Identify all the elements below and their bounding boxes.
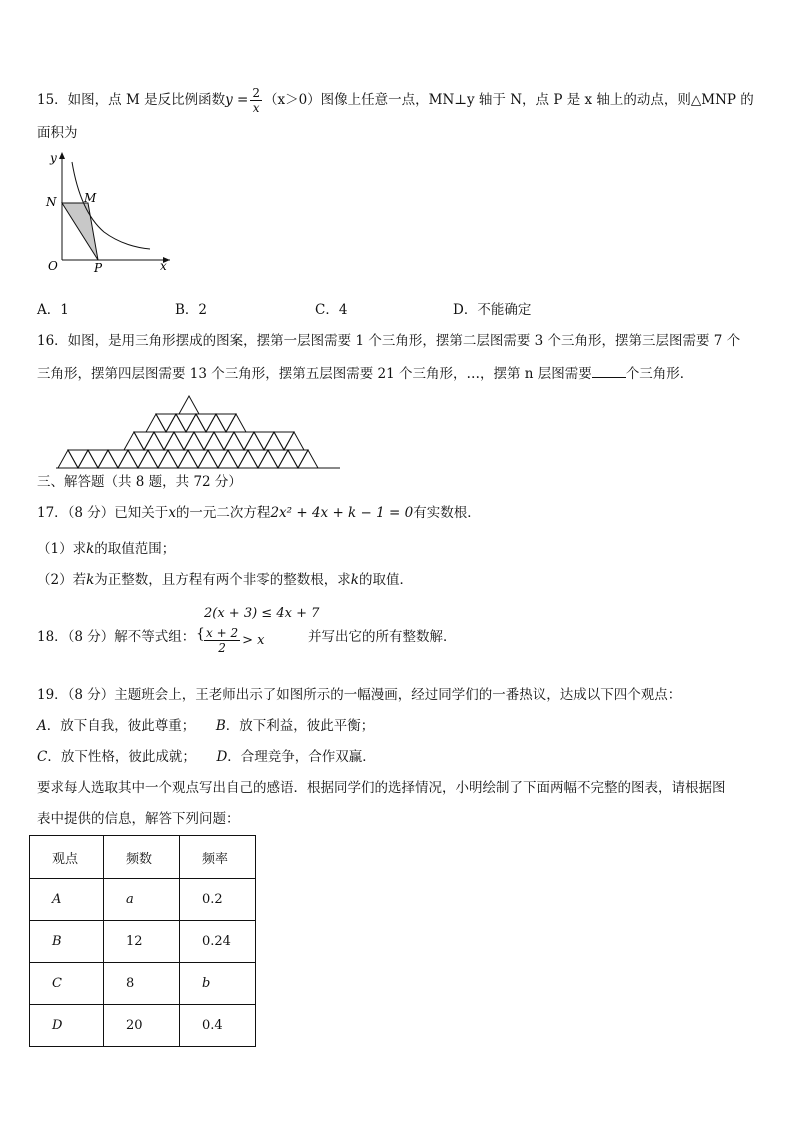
q17-var-x: x (168, 505, 176, 521)
q19-opt-b-key: B (215, 718, 226, 734)
triangle-up-icon (298, 450, 318, 468)
triangle-down-icon (268, 450, 288, 468)
q19-frequency-table (29, 835, 256, 1047)
table-cell: 12 (104, 921, 180, 963)
q15-line1 (37, 86, 754, 115)
triangle-down-icon (228, 450, 248, 468)
triangle-up-icon (178, 450, 198, 468)
section3-title: 三、解答题（共 8 题，共 72 分） (37, 474, 242, 490)
q17-mid: 的一元二次方程 (175, 505, 271, 521)
table-header-row (30, 836, 256, 879)
q17-part2-mid: 为正整数，且方程有两个非零的整数根，求 (94, 572, 351, 588)
triangle-up-icon (258, 450, 278, 468)
label-x: x (160, 259, 167, 273)
table-row (30, 879, 256, 921)
q18-fraction (204, 626, 240, 655)
q15-text-suffix: （x＞0）图像上任意一点，MN⊥y 轴于 N，点 P 是 x 轴上的动点，则△MNP 的 (263, 92, 754, 108)
q15-fraction-denominator: x (252, 101, 260, 115)
label-n: N (46, 195, 57, 209)
label-m: M (84, 191, 97, 205)
triangle-up-icon (179, 396, 199, 414)
triangle-down-icon (188, 450, 208, 468)
q19-options-cd (37, 747, 376, 767)
label-p: P (94, 261, 103, 275)
q19-opt-d: ．合理竞争，合作双赢． (227, 749, 376, 765)
q17-part2-prefix: （2）若 (37, 572, 87, 588)
q18-suffix: 并写出它的所有整数解． (308, 629, 457, 645)
triangle-up-icon (224, 432, 244, 450)
q15-option-d: D．不能确定 (453, 302, 532, 318)
label-o: O (48, 259, 58, 273)
table-header-cell: 观点 (30, 836, 104, 879)
triangle-up-icon (226, 414, 246, 432)
triangle-down-icon (234, 432, 254, 450)
q19-line4: 要求每人选取其中一个观点写出自己的感语．根据同学们的选择情况，小明绘制了下面两幅不完整的图表，请根据图 (37, 780, 726, 796)
triangle-down-icon (274, 432, 294, 450)
q17-equation: 2x² + 4x + k − 1 = 0 (270, 505, 414, 521)
q17-part1-prefix: （1）求 (37, 541, 87, 557)
triangle-up-icon (124, 432, 144, 450)
triangle-down-icon (134, 432, 154, 450)
q15-text-prefix: 15．如图，点 M 是反比例函数 (37, 92, 226, 108)
table-cell: B (30, 921, 104, 963)
triangle-down-icon (194, 432, 214, 450)
table-cell: 0.4 (180, 1005, 256, 1047)
triangle-up-icon (98, 450, 118, 468)
q17-part1 (37, 539, 175, 559)
triangle-up-icon (78, 450, 98, 468)
table-cell: b (180, 963, 256, 1005)
triangle-up-icon (206, 414, 226, 432)
q18-inequality-1: 2(x + 3) ≤ 4x + 7 (204, 606, 320, 621)
q17-line (37, 503, 481, 523)
triangle-down-icon (248, 450, 268, 468)
table-cell: C (30, 963, 104, 1005)
triangle-down-icon (174, 432, 194, 450)
triangle-up-icon (284, 432, 304, 450)
triangle-up-icon (238, 450, 258, 468)
triangle-up-icon (144, 432, 164, 450)
q17-part2-k: k (86, 572, 95, 588)
triangle-up-icon (198, 450, 218, 468)
q15-graph (38, 148, 178, 276)
q17-suffix: 有实数根． (413, 505, 481, 521)
q19-line5: 表中提供的信息，解答下列问题： (37, 811, 240, 827)
table-cell: D (30, 1005, 104, 1047)
triangle-up-icon (146, 414, 166, 432)
q15-fraction (250, 86, 262, 115)
q15-option-c: C．4 (315, 302, 348, 318)
q16-answer-blank (592, 363, 626, 378)
q19-opt-c: ．放下性格，彼此成就； (47, 749, 196, 765)
table-header-cell: 频率 (180, 836, 256, 879)
triangle-down-icon (168, 450, 188, 468)
triangle-down-icon (148, 450, 168, 468)
q16-line1: 16．如图，是用三角形摆成的图案，摆第一层图需要 1 个三角形，摆第二层图需要 3 个三角形，摆第三层图需要 7 个 (37, 333, 741, 349)
table-cell: A (30, 879, 104, 921)
q18-fraction-numerator: x + 2 (206, 626, 239, 640)
q18-inequality-2-rhs: > x (242, 633, 265, 648)
q19-opt-b: ．放下利益，彼此平衡； (225, 718, 375, 734)
triangle-down-icon (288, 450, 308, 468)
q18-inequality-2 (202, 626, 264, 655)
q19-opt-d-key: D (216, 749, 228, 765)
table-cell: 0.2 (180, 879, 256, 921)
q17-part1-suffix: 的取值范围； (94, 541, 176, 557)
triangle-mnp (62, 203, 98, 260)
q17-part2-suffix: 的取值． (358, 572, 413, 588)
q15-fraction-numerator: 2 (252, 86, 260, 100)
q17-prefix: 17．（8 分）已知关于 (37, 505, 169, 521)
triangle-up-icon (186, 414, 206, 432)
table-row (30, 963, 256, 1005)
q17-part2-k2: k (350, 572, 359, 588)
q18-fraction-denominator: 2 (218, 641, 226, 655)
q19-opt-a: ．放下自我，彼此尊重； (46, 718, 196, 734)
table-cell: 0.24 (180, 921, 256, 963)
q17-part2 (37, 570, 413, 590)
triangle-up-icon (58, 450, 78, 468)
brace-icon: { (196, 626, 205, 642)
triangle-up-icon (164, 432, 184, 450)
q17-part1-k: k (86, 541, 95, 557)
triangle-up-icon (166, 414, 186, 432)
q16-line2 (37, 363, 693, 384)
triangle-up-icon (138, 450, 158, 468)
q16-line2-prefix: 三角形，摆第四层图需要 13 个三角形，摆第五层图需要 21 个三角形，…，摆第 n 层图需要 (37, 366, 592, 382)
q15-func-y: y = (225, 92, 249, 108)
q16-triangle-pattern (56, 388, 340, 470)
triangle-down-icon (254, 432, 274, 450)
triangle-up-icon (264, 432, 284, 450)
q19-line1: 19．（8 分）主题班会上，王老师出示了如图所示的一幅漫画，经过同学们的一番热议，达成以下四个观点： (37, 687, 682, 703)
triangle-up-icon (278, 450, 298, 468)
triangle-down-icon (196, 414, 216, 432)
y-axis-arrow-icon (59, 152, 65, 159)
triangle-down-icon (88, 450, 108, 468)
table-row (30, 921, 256, 963)
table-cell: 20 (104, 1005, 180, 1047)
triangle-up-icon (218, 450, 238, 468)
table-cell: 8 (104, 963, 180, 1005)
triangle-down-icon (128, 450, 148, 468)
q19-options-ab (37, 716, 374, 736)
q19-opt-a-key: A (37, 718, 47, 734)
triangle-down-icon (154, 432, 174, 450)
triangle-up-icon (158, 450, 178, 468)
triangle-down-icon (68, 450, 88, 468)
q16-line2-suffix: 个三角形． (625, 366, 694, 382)
label-y: y (50, 151, 57, 165)
triangle-up-icon (118, 450, 138, 468)
table-cell: a (104, 879, 180, 921)
triangle-up-icon (204, 432, 224, 450)
triangle-down-icon (108, 450, 128, 468)
triangle-down-icon (176, 414, 196, 432)
triangle-up-icon (244, 432, 264, 450)
triangle-down-icon (208, 450, 228, 468)
q18-prefix: 18．（8 分）解不等式组： (37, 629, 196, 645)
q15-option-b: B．2 (175, 302, 208, 318)
table-row (30, 1005, 256, 1047)
table-header-cell: 频数 (104, 836, 180, 879)
triangle-down-icon (214, 432, 234, 450)
triangle-down-icon (156, 414, 176, 432)
q19-opt-c-key: C (37, 749, 48, 765)
triangle-up-icon (184, 432, 204, 450)
triangle-down-icon (216, 414, 236, 432)
q15-line2: 面积为 (37, 125, 78, 141)
q15-option-a: A．1 (37, 302, 69, 318)
